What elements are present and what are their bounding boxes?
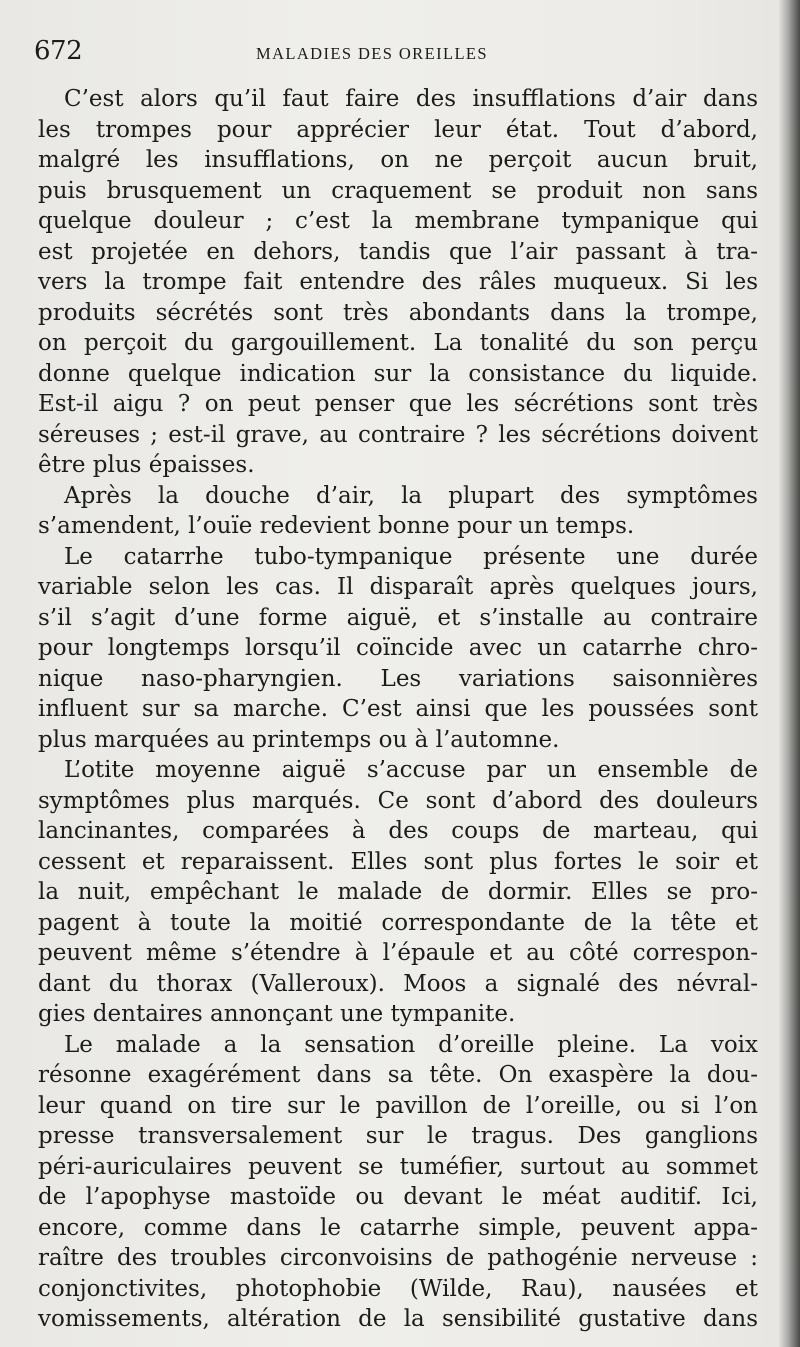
text-line: variable selon les cas. Il disparaît après quelques jours, [38,574,758,600]
text-line: Est-il aigu ? on peut penser que les sécrétions sont très [38,391,758,417]
text-line: les trompes pour apprécier leur état. Tout d’abord, [38,116,758,143]
text-line: symptômes plus marqués. Ce sont d’abord des douleurs [38,787,758,814]
text-line: leur quand on tire sur le pavillon de l’oreille, ou si l’on [38,1092,758,1119]
text-line: résonne exagérément dans sa tête. On exaspère la dou- [38,1062,758,1088]
text-line: quelque douleur ; c’est la membrane tympanique qui [38,208,758,234]
text-line: pagent à toute la moitié correspondante de la tête et [38,909,758,936]
text-line: vomissements, altération de la sensibilité gustative dans [38,1306,758,1332]
text-line: cessent et reparaissent. Elles sont plus fortes le soir et [38,848,758,875]
text-line: s’amendent, l’ouïe redevient bonne pour un temps. [38,513,635,539]
text-line: peuvent même s’étendre à l’épaule et au côté correspon- [38,940,758,966]
page-number: 672 [34,36,83,66]
body-text [38,84,758,1335]
text-line: péri-auriculaires peuvent se tuméfier, surtout au sommet [38,1153,758,1180]
text-line: Après la douche d’air, la plupart des symptômes [64,482,758,509]
text-line: gies dentaires annonçant une tympanite. [38,1001,516,1027]
text-line: presse transversalement sur le tragus. Des ganglions [38,1123,758,1149]
text-line: influent sur sa marche. C’est ainsi que les poussées sont [38,696,758,722]
text-line: lancinantes, comparées à des coups de marteau, qui [38,818,758,844]
text-line: la nuit, empêchant le malade de dormir. Elles se pro- [38,879,758,905]
text-line: donne quelque indication sur la consistance du liquide. [38,360,758,387]
text-line: raître des troubles circonvoisins de pathogénie nerveuse : [38,1245,758,1271]
text-line: nique naso-pharyngien. Les variations saisonnières [38,665,758,692]
text-line: produits sécrétés sont très abondants dans la trompe, [38,299,758,326]
text-line: plus marquées au printemps ou à l’automne. [38,726,560,753]
text-line: s’il s’agit d’une forme aiguë, et s’installe au contraire [38,604,758,631]
text-line: Le malade a la sensation d’oreille pleine. La voix [64,1031,758,1058]
text-line: vers la trompe fait entendre des râles muqueux. Si les [38,269,758,295]
text-line: de l’apophyse mastoïde ou devant le méat auditif. Ici, [38,1184,758,1210]
text-line: séreuses ; est-il grave, au contraire ? les sécrétions doivent [38,421,758,448]
binding-shadow [778,0,800,1347]
text-line: être plus épaisses. [38,452,255,478]
text-line: C’est alors qu’il faut faire des insufflations d’air dans [64,86,758,112]
text-line: encore, comme dans le catarrhe simple, peuvent appa- [38,1214,758,1241]
running-title: MALADIES DES OREILLES [256,44,488,63]
text-line: L’otite moyenne aiguë s’accuse par un ensemble de [64,757,758,783]
text-line: puis brusquement un craquement se produit non sans [38,177,758,204]
text-line: pour longtemps lorsqu’il coïncide avec un catarrhe chro- [38,635,758,661]
text-line: Le catarrhe tubo-tympanique présente une durée [64,543,758,570]
text-line: malgré les insufflations, on ne perçoit aucun bruit, [38,147,758,173]
text-line: dant du thorax (Valleroux). Moos a signalé des névral- [38,970,758,997]
text-line: on perçoit du gargouillement. La tonalité du son perçu [38,330,758,356]
text-line: conjonctivites, photophobie (Wilde, Rau), nausées et [38,1275,758,1302]
text-line: est projetée en dehors, tandis que l’air passant à tra- [38,238,758,265]
